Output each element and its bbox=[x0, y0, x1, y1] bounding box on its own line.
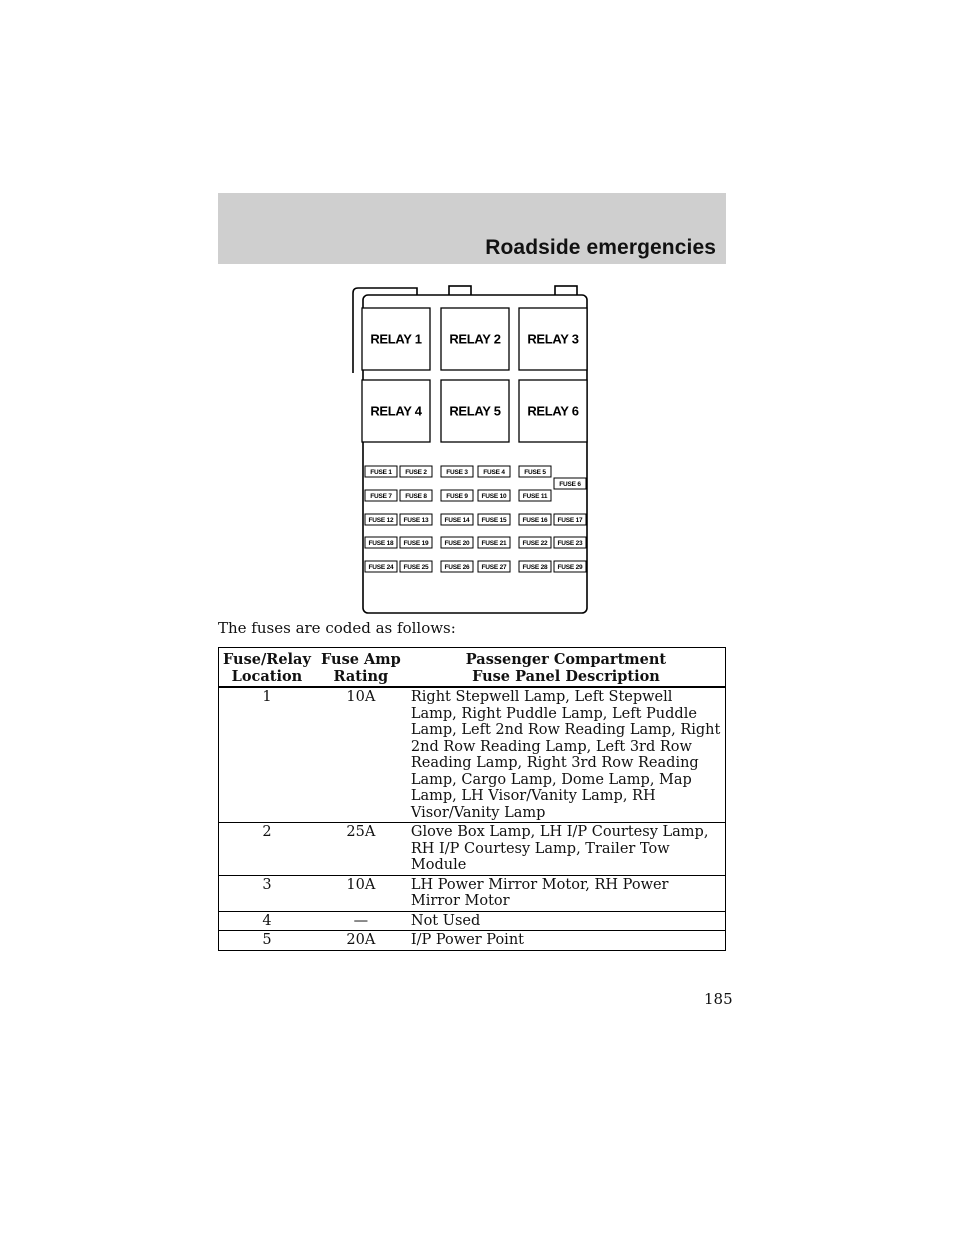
header-location: Fuse/Relay Location bbox=[219, 648, 315, 688]
relay-5-label: RELAY 5 bbox=[449, 403, 501, 419]
fuse-19-label: FUSE 19 bbox=[403, 539, 429, 547]
table-row bbox=[219, 875, 726, 911]
fuse-17 bbox=[554, 514, 586, 525]
relay-4-label: RELAY 4 bbox=[370, 403, 422, 419]
table-row bbox=[219, 687, 726, 823]
fuse-29 bbox=[554, 561, 586, 572]
cell-location: 5 bbox=[219, 931, 315, 951]
fuse-18 bbox=[365, 537, 397, 548]
fuse-12-label: FUSE 12 bbox=[368, 516, 394, 524]
relay-6 bbox=[519, 380, 587, 442]
fuse-2-label: FUSE 2 bbox=[405, 468, 427, 476]
relay-3 bbox=[519, 308, 587, 370]
relay-2-label: RELAY 2 bbox=[449, 331, 501, 347]
fuse-9-label: FUSE 9 bbox=[446, 492, 468, 500]
fuse-14 bbox=[441, 514, 473, 525]
fuse-22 bbox=[519, 537, 551, 548]
fuse-3-label: FUSE 3 bbox=[446, 468, 468, 476]
fuse-1-label: FUSE 1 bbox=[370, 468, 392, 476]
cell-location: 3 bbox=[219, 875, 315, 911]
fuse-29-label: FUSE 29 bbox=[557, 563, 583, 571]
fuse-23-label: FUSE 23 bbox=[557, 539, 583, 547]
fuse-25 bbox=[400, 561, 432, 572]
fuse-14-label: FUSE 14 bbox=[444, 516, 470, 524]
fuse-5-label: FUSE 5 bbox=[524, 468, 546, 476]
cell-rating: — bbox=[315, 911, 407, 931]
fuse-13 bbox=[400, 514, 432, 525]
fuse-6 bbox=[554, 478, 586, 489]
fuse-11-label: FUSE 11 bbox=[522, 492, 548, 500]
fuse-25-label: FUSE 25 bbox=[403, 563, 429, 571]
fuse-3 bbox=[441, 466, 473, 477]
fuse-11 bbox=[519, 490, 551, 501]
fuse-24-label: FUSE 24 bbox=[368, 563, 394, 571]
fuse-4 bbox=[478, 466, 510, 477]
fuse-27 bbox=[478, 561, 510, 572]
fuse-panel-diagram bbox=[345, 283, 595, 618]
fuse-17-label: FUSE 17 bbox=[557, 516, 583, 524]
fuse-26 bbox=[441, 561, 473, 572]
section-header-band bbox=[218, 193, 726, 264]
fuse-12 bbox=[365, 514, 397, 525]
fuse-8-label: FUSE 8 bbox=[405, 492, 427, 500]
fuse-8 bbox=[400, 490, 432, 501]
relay-1 bbox=[362, 308, 430, 370]
fuse-16 bbox=[519, 514, 551, 525]
relay-5 bbox=[441, 380, 509, 442]
fuse-28-label: FUSE 28 bbox=[522, 563, 548, 571]
cell-location: 4 bbox=[219, 911, 315, 931]
relay-6-label: RELAY 6 bbox=[527, 403, 579, 419]
section-title: Roadside emergencies bbox=[485, 236, 716, 259]
cell-description: Right Stepwell Lamp, Left Stepwell Lamp, Right Puddle Lamp, Left Puddle Lamp, Left 2nd Row Reading Lamp, Right 2nd Row Reading Lamp, Left 3rd Row Reading Lamp, Right 3rd Row Reading Lamp, Cargo Lamp, Dome Lamp, Map Lamp, LH Visor/Vanity Lamp, RH Visor/Vanity Lamp bbox=[407, 687, 726, 823]
header-description: Passenger Compartment Fuse Panel Description bbox=[407, 648, 726, 688]
fuse-4-label: FUSE 4 bbox=[483, 468, 505, 476]
fuse-18-label: FUSE 18 bbox=[368, 539, 394, 547]
fuse-6-label: FUSE 6 bbox=[559, 480, 581, 488]
fuse-24 bbox=[365, 561, 397, 572]
fuse-13-label: FUSE 13 bbox=[403, 516, 429, 524]
cell-location: 2 bbox=[219, 823, 315, 876]
fuse-16-label: FUSE 16 bbox=[522, 516, 548, 524]
relay-3-label: RELAY 3 bbox=[527, 331, 579, 347]
cell-description: I/P Power Point bbox=[407, 931, 726, 951]
fuse-7-label: FUSE 7 bbox=[370, 492, 392, 500]
cell-rating: 10A bbox=[315, 687, 407, 823]
fuse-20-label: FUSE 20 bbox=[444, 539, 470, 547]
fuse-27-label: FUSE 27 bbox=[481, 563, 507, 571]
cell-rating: 20A bbox=[315, 931, 407, 951]
cell-rating: 25A bbox=[315, 823, 407, 876]
relay-1-label: RELAY 1 bbox=[370, 331, 422, 347]
fuse-21-label: FUSE 21 bbox=[481, 539, 507, 547]
fuse-22-label: FUSE 22 bbox=[522, 539, 548, 547]
table-header-row bbox=[219, 648, 726, 688]
fuse-9 bbox=[441, 490, 473, 501]
table-row bbox=[219, 823, 726, 876]
intro-text: The fuses are coded as follows: bbox=[218, 619, 456, 637]
fuse-19 bbox=[400, 537, 432, 548]
fuse-15-label: FUSE 15 bbox=[481, 516, 507, 524]
relay-4 bbox=[362, 380, 430, 442]
fuse-20 bbox=[441, 537, 473, 548]
page-number: 185 bbox=[704, 990, 733, 1008]
cell-rating: 10A bbox=[315, 875, 407, 911]
cell-description: LH Power Mirror Motor, RH Power Mirror Motor bbox=[407, 875, 726, 911]
fuse-5 bbox=[519, 466, 551, 477]
fuse-15 bbox=[478, 514, 510, 525]
fuse-21 bbox=[478, 537, 510, 548]
header-rating: Fuse Amp Rating bbox=[315, 648, 407, 688]
fuse-1 bbox=[365, 466, 397, 477]
table-row bbox=[219, 931, 726, 951]
cell-location: 1 bbox=[219, 687, 315, 823]
relay-2 bbox=[441, 308, 509, 370]
table-row bbox=[219, 911, 726, 931]
fuse-table bbox=[218, 647, 726, 951]
fuse-28 bbox=[519, 561, 551, 572]
fuse-10-label: FUSE 10 bbox=[481, 492, 507, 500]
fuse-23 bbox=[554, 537, 586, 548]
cell-description: Glove Box Lamp, LH I/P Courtesy Lamp, RH I/P Courtesy Lamp, Trailer Tow Module bbox=[407, 823, 726, 876]
fuse-7 bbox=[365, 490, 397, 501]
fuse-panel-drawing bbox=[345, 283, 595, 618]
fuse-10 bbox=[478, 490, 510, 501]
fuse-2 bbox=[400, 466, 432, 477]
cell-description: Not Used bbox=[407, 911, 726, 931]
fuse-26-label: FUSE 26 bbox=[444, 563, 470, 571]
